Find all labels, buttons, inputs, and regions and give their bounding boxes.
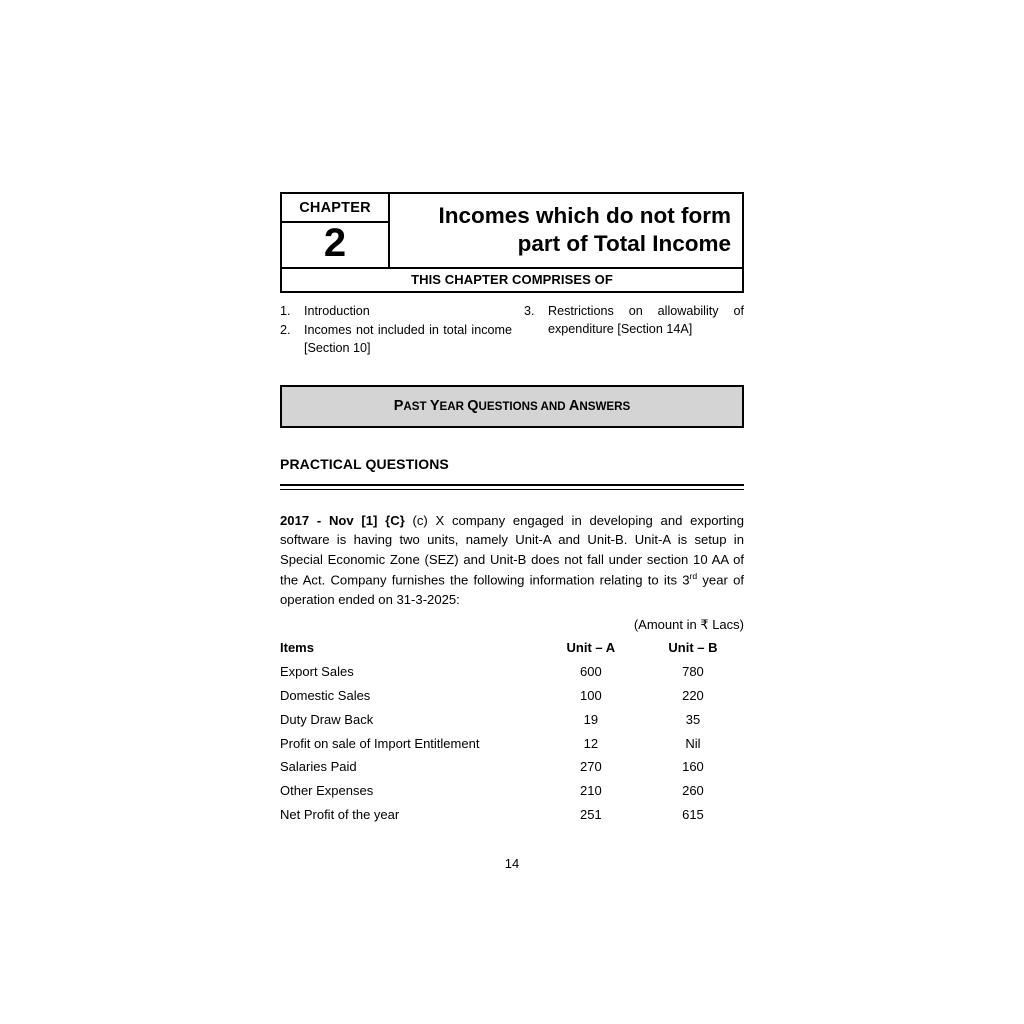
contents-item-label: Restrictions on allowability of expenditure [Section 14A] [548, 304, 744, 336]
contents-item-number: 2. [280, 322, 291, 337]
contents-column-right [512, 303, 744, 359]
chapter-comprises-bar: THIS CHAPTER COMPRISES OF [280, 269, 744, 293]
question-paragraph [280, 511, 744, 610]
cell-item: Net Profit of the year [280, 807, 400, 823]
cell-unit-a: 251 [580, 807, 602, 823]
question-text-part-2: year of operation ended on 31-3-2025: [280, 571, 744, 607]
column-header-unit-b: Unit – B [668, 640, 718, 656]
cell-item: Other Expenses [280, 783, 374, 799]
list-item [524, 303, 744, 339]
question-text-part-1: (c) X company engaged in developing and exporting software is having two units, namely Unit-A and Unit-B. Unit-A is setup in Special Economic Zone (SEZ) and Unit-B does not fall under section 10 AA of the Act. Company furnishes the following information relating to its 3 [280, 512, 744, 587]
cell-unit-a: 600 [580, 664, 602, 680]
cell-item: Domestic Sales [280, 687, 371, 703]
table-row [280, 661, 744, 685]
cell-unit-a: 100 [580, 687, 602, 703]
chapter-number: 2 [323, 221, 347, 265]
cell-unit-a: 12 [583, 735, 599, 751]
cell-item: Salaries Paid [280, 759, 357, 775]
cell-unit-b: 260 [682, 783, 704, 799]
question-ordinal-suffix: rd [689, 570, 698, 581]
table-row [280, 733, 744, 757]
contents-item-number: 3. [524, 304, 535, 318]
table-row [280, 780, 744, 804]
cell-item: Duty Draw Back [280, 711, 374, 727]
chapter-number-cell [282, 194, 390, 267]
table-row [280, 804, 744, 828]
cell-unit-b: Nil [685, 735, 701, 751]
page-number: 14 [504, 855, 520, 871]
cell-item: Profit on sale of Import Entitlement [280, 735, 480, 751]
question-reference: 2017 - Nov [1] {C} [280, 512, 405, 528]
chapter-header-box [280, 192, 744, 269]
cell-unit-a: 19 [583, 711, 599, 727]
amount-unit-note: (Amount in ₹ Lacs) [633, 617, 744, 633]
column-header-items: Items [280, 640, 314, 656]
chapter-title-line-1: Incomes which do not form [438, 203, 731, 229]
cell-unit-b: 35 [685, 711, 701, 727]
cell-unit-a: 270 [580, 759, 602, 775]
cell-unit-b: 780 [682, 664, 704, 680]
contents-item-label: Introduction [304, 304, 370, 318]
cell-unit-b: 160 [682, 759, 704, 775]
cell-unit-b: 220 [682, 687, 704, 703]
cell-unit-a: 210 [580, 783, 602, 799]
chapter-title-line-2: part of Total Income [517, 230, 731, 256]
chapter-title [390, 194, 742, 267]
list-item [280, 322, 512, 358]
chapter-label: CHAPTER [282, 194, 388, 223]
table-header-row [280, 637, 744, 661]
table-row [280, 685, 744, 709]
chapter-contents-list [280, 303, 744, 359]
past-year-questions-banner [280, 385, 744, 428]
contents-column-left [280, 303, 512, 359]
document-page [280, 192, 744, 871]
table-row [280, 709, 744, 733]
cell-unit-b: 615 [682, 807, 704, 823]
section-divider [280, 484, 744, 490]
contents-item-number: 1. [280, 304, 291, 318]
cell-item: Export Sales [280, 664, 354, 680]
contents-item-label: Incomes not included in total income [Section 10] [304, 322, 512, 355]
table-row [280, 756, 744, 780]
banner-text: PAST YEAR QUESTIONS AND ANSWERS [393, 397, 631, 414]
list-item [280, 303, 512, 321]
financial-data-table [280, 637, 744, 828]
section-heading: PRACTICAL QUESTIONS [280, 455, 449, 472]
column-header-unit-a: Unit – A [566, 640, 616, 656]
